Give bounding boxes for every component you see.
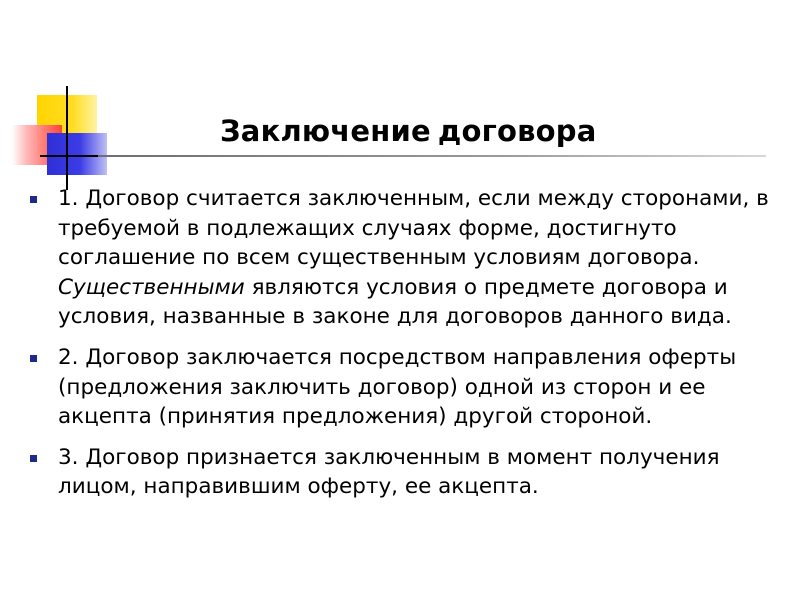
bullet-emphasis: Существенными (58, 274, 245, 300)
title-divider (98, 155, 766, 157)
slide-title (220, 114, 680, 148)
logo-horizontal-line (40, 155, 100, 157)
bullet-text: 2. Договор заключается посредством направления оферты (предложения заключить договор) одной из сторон и ее акцепта (принятия предложения) другой стороной. (58, 344, 737, 430)
blue-square-icon (47, 133, 107, 175)
bullet-list (30, 184, 780, 513)
bullet-item-3 (30, 443, 780, 502)
title-word-1: Заключение (220, 114, 431, 148)
bullet-text-after: являются условия о предмете договора и условия, названные в законе для договоров данного вида. (58, 274, 732, 330)
bullet-text-before: 1. Договор считается заключенным, если между сторонами, в требуемой в подлежащих случаях форме, достигнуто соглашение по всем существенным условиям договора. (58, 186, 769, 271)
square-bullet-icon (30, 355, 37, 362)
bullet-item-1 (30, 184, 780, 332)
title-word-2: договора (437, 114, 597, 148)
bullet-item-2 (30, 343, 780, 432)
decorative-logo-icon (0, 0, 120, 200)
logo-vertical-line (66, 86, 68, 190)
square-bullet-icon (30, 196, 37, 203)
square-bullet-icon (30, 455, 37, 462)
bullet-text: 3. Договор признается заключенным в момент получения лицом, направившим оферту, ее акцепта. (58, 444, 720, 500)
